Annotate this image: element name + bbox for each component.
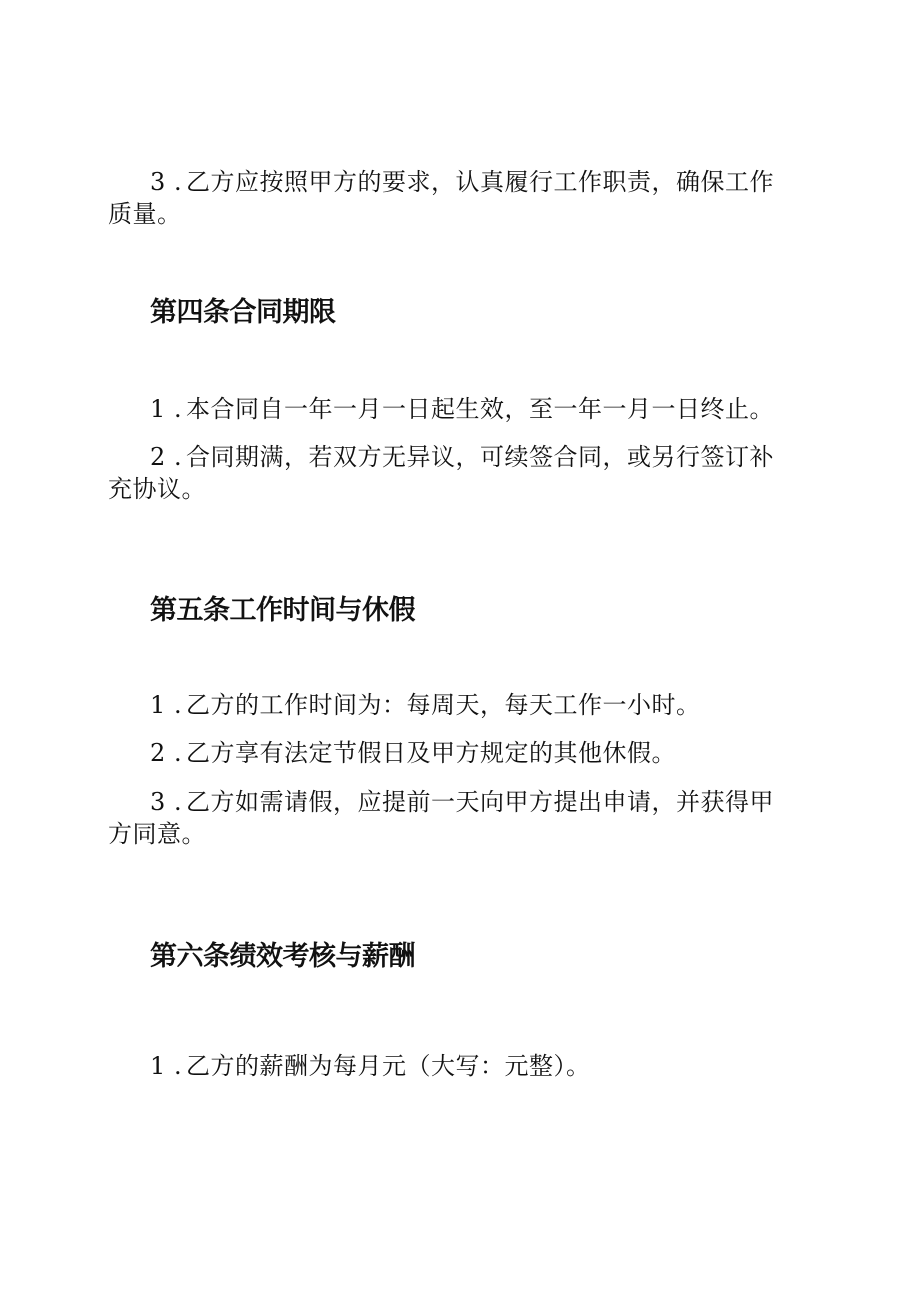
clause-5-3-paragraph [108,786,798,850]
item-separator: . [174,788,183,816]
section-heading-6: 第六条绩效考核与薪酬 [150,941,415,972]
item-separator: . [174,1052,183,1080]
item-text: 乙方应按照甲方的要求，认真履行工作职责，确保工作质量。 [108,168,774,228]
item-number: 1 [150,691,166,719]
item-text: 合同期满，若双方无异议，可续签合同，或另行签订补充协议。 [108,443,774,503]
clause-5-2-paragraph [108,737,798,769]
item-number: 2 [150,443,166,471]
item-number: 1 [150,1052,166,1080]
item-text: 乙方如需请假，应提前一天向甲方提出申请，并获得甲方同意。 [108,788,774,848]
clause-6-1-paragraph [108,1050,798,1082]
item-number: 3 [150,168,166,196]
item-text: 本合同自一年一月一日起生效，至一年一月一日终止。 [186,395,774,423]
item-separator: . [174,168,183,196]
clause-4-2-paragraph [108,441,798,505]
clause-3-paragraph [108,166,798,230]
item-number: 2 [150,739,166,767]
item-text: 乙方享有法定节假日及甲方规定的其他休假。 [186,739,676,767]
item-number: 3 [150,788,166,816]
clause-5-1-paragraph [108,689,798,721]
item-separator: . [174,691,183,719]
item-text: 乙方的工作时间为：每周天，每天工作一小时。 [186,691,701,719]
item-separator: . [174,739,183,767]
clause-4-1-paragraph [108,393,798,425]
item-text: 乙方的薪酬为每月元（大写：元整）。 [186,1052,591,1080]
item-separator: . [174,443,183,471]
section-heading-5: 第五条工作时间与休假 [150,595,415,626]
item-separator: . [174,395,183,423]
section-heading-4: 第四条合同期限 [150,297,336,328]
item-number: 1 [150,395,166,423]
